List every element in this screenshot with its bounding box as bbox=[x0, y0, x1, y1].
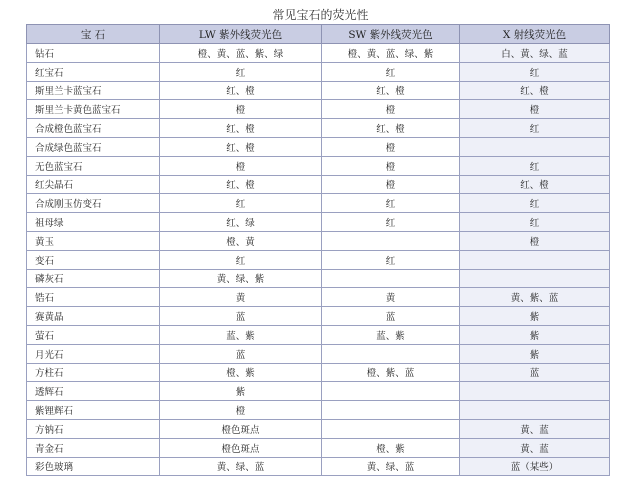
sw-cell: 蓝、紫 bbox=[322, 325, 460, 344]
lw-cell: 橙 bbox=[160, 156, 322, 175]
xray-cell: 红 bbox=[460, 119, 610, 138]
table-row bbox=[27, 269, 610, 288]
gem-name-cell: 变石 bbox=[27, 250, 160, 269]
lw-cell: 橙 bbox=[160, 100, 322, 119]
sw-cell bbox=[322, 231, 460, 250]
gem-name-cell: 彩色玻璃 bbox=[27, 457, 160, 476]
table-row bbox=[27, 44, 610, 63]
header-sw: SW 紫外线荧光色 bbox=[322, 25, 460, 44]
table-row bbox=[27, 81, 610, 100]
lw-cell: 红 bbox=[160, 194, 322, 213]
xray-cell: 白、黄、绿、蓝 bbox=[460, 44, 610, 63]
gem-name-cell: 青金石 bbox=[27, 438, 160, 457]
sw-cell: 橙、黄、蓝、绿、紫 bbox=[322, 44, 460, 63]
xray-cell: 黄、紫、蓝 bbox=[460, 288, 610, 307]
sw-cell: 红 bbox=[322, 250, 460, 269]
xray-cell bbox=[460, 250, 610, 269]
table-row bbox=[27, 363, 610, 382]
sw-cell: 橙 bbox=[322, 175, 460, 194]
gem-name-cell: 紫锂辉石 bbox=[27, 401, 160, 420]
xray-cell: 红 bbox=[460, 156, 610, 175]
table-row bbox=[27, 325, 610, 344]
header-gem: 宝 石 bbox=[27, 25, 160, 44]
xray-cell: 红、橙 bbox=[460, 175, 610, 194]
xray-cell bbox=[460, 137, 610, 156]
table-row bbox=[27, 419, 610, 438]
lw-cell: 橙、黄、蓝、紫、绿 bbox=[160, 44, 322, 63]
table-row bbox=[27, 175, 610, 194]
header-row bbox=[27, 25, 610, 44]
sw-cell: 蓝 bbox=[322, 307, 460, 326]
xray-cell bbox=[460, 382, 610, 401]
table-row bbox=[27, 250, 610, 269]
table-row bbox=[27, 213, 610, 232]
gem-name-cell: 磷灰石 bbox=[27, 269, 160, 288]
sw-cell bbox=[322, 344, 460, 363]
lw-cell: 橙、黄 bbox=[160, 231, 322, 250]
table-row bbox=[27, 137, 610, 156]
gem-name-cell: 钻石 bbox=[27, 44, 160, 63]
lw-cell: 黄 bbox=[160, 288, 322, 307]
table-row bbox=[27, 307, 610, 326]
gem-name-cell: 祖母绿 bbox=[27, 213, 160, 232]
sw-cell: 橙、紫、蓝 bbox=[322, 363, 460, 382]
gem-name-cell: 方柱石 bbox=[27, 363, 160, 382]
sw-cell: 橙 bbox=[322, 100, 460, 119]
table-row bbox=[27, 62, 610, 81]
lw-cell: 蓝、紫 bbox=[160, 325, 322, 344]
lw-cell: 橙色斑点 bbox=[160, 419, 322, 438]
sw-cell: 红、橙 bbox=[322, 119, 460, 138]
gem-name-cell: 红尖晶石 bbox=[27, 175, 160, 194]
gem-name-cell: 方钠石 bbox=[27, 419, 160, 438]
table-row bbox=[27, 457, 610, 476]
gem-name-cell: 合成绿色蓝宝石 bbox=[27, 137, 160, 156]
gem-name-cell: 合成刚玉仿变石 bbox=[27, 194, 160, 213]
xray-cell: 蓝 bbox=[460, 363, 610, 382]
sw-cell: 红 bbox=[322, 194, 460, 213]
gem-name-cell: 斯里兰卡黄色蓝宝石 bbox=[27, 100, 160, 119]
sw-cell: 橙 bbox=[322, 156, 460, 175]
table-row bbox=[27, 382, 610, 401]
xray-cell bbox=[460, 269, 610, 288]
gem-name-cell: 无色蓝宝石 bbox=[27, 156, 160, 175]
lw-cell: 橙、紫 bbox=[160, 363, 322, 382]
sw-cell: 黄、绿、蓝 bbox=[322, 457, 460, 476]
xray-cell bbox=[460, 401, 610, 420]
sw-cell bbox=[322, 269, 460, 288]
gem-name-cell: 赛黄晶 bbox=[27, 307, 160, 326]
xray-cell: 黄、蓝 bbox=[460, 438, 610, 457]
header-lw: LW 紫外线荧光色 bbox=[160, 25, 322, 44]
gem-name-cell: 透辉石 bbox=[27, 382, 160, 401]
xray-cell: 蓝（某些） bbox=[460, 457, 610, 476]
lw-cell: 红 bbox=[160, 62, 322, 81]
table-row bbox=[27, 119, 610, 138]
xray-cell: 紫 bbox=[460, 325, 610, 344]
gem-name-cell: 月光石 bbox=[27, 344, 160, 363]
lw-cell: 蓝 bbox=[160, 307, 322, 326]
lw-cell: 黄、绿、紫 bbox=[160, 269, 322, 288]
xray-cell: 橙 bbox=[460, 100, 610, 119]
xray-cell: 橙 bbox=[460, 231, 610, 250]
lw-cell: 橙色斑点 bbox=[160, 438, 322, 457]
sw-cell: 红 bbox=[322, 62, 460, 81]
fluorescence-table bbox=[26, 24, 610, 476]
table-row bbox=[27, 438, 610, 457]
sw-cell bbox=[322, 401, 460, 420]
gem-name-cell: 萤石 bbox=[27, 325, 160, 344]
sw-cell bbox=[322, 419, 460, 438]
lw-cell: 红、橙 bbox=[160, 175, 322, 194]
lw-cell: 紫 bbox=[160, 382, 322, 401]
sw-cell: 橙、紫 bbox=[322, 438, 460, 457]
table-row bbox=[27, 401, 610, 420]
sw-cell: 红、橙 bbox=[322, 81, 460, 100]
header-xray: X 射线荧光色 bbox=[460, 25, 610, 44]
lw-cell: 黄、绿、蓝 bbox=[160, 457, 322, 476]
lw-cell: 橙 bbox=[160, 401, 322, 420]
sw-cell: 橙 bbox=[322, 137, 460, 156]
xray-cell: 红、橙 bbox=[460, 81, 610, 100]
xray-cell: 红 bbox=[460, 194, 610, 213]
gem-name-cell: 锆石 bbox=[27, 288, 160, 307]
lw-cell: 蓝 bbox=[160, 344, 322, 363]
table-row bbox=[27, 231, 610, 250]
sw-cell bbox=[322, 382, 460, 401]
lw-cell: 红、橙 bbox=[160, 119, 322, 138]
lw-cell: 红、绿 bbox=[160, 213, 322, 232]
xray-cell: 红 bbox=[460, 62, 610, 81]
xray-cell: 红 bbox=[460, 213, 610, 232]
gem-name-cell: 红宝石 bbox=[27, 62, 160, 81]
gem-name-cell: 合成橙色蓝宝石 bbox=[27, 119, 160, 138]
xray-cell: 紫 bbox=[460, 344, 610, 363]
gem-name-cell: 黄玉 bbox=[27, 231, 160, 250]
sw-cell: 黄 bbox=[322, 288, 460, 307]
sw-cell: 红 bbox=[322, 213, 460, 232]
table-row bbox=[27, 156, 610, 175]
lw-cell: 红、橙 bbox=[160, 81, 322, 100]
gem-name-cell: 斯里兰卡蓝宝石 bbox=[27, 81, 160, 100]
table-row bbox=[27, 100, 610, 119]
xray-cell: 紫 bbox=[460, 307, 610, 326]
lw-cell: 红 bbox=[160, 250, 322, 269]
table-row bbox=[27, 344, 610, 363]
table-row bbox=[27, 288, 610, 307]
xray-cell: 黄、蓝 bbox=[460, 419, 610, 438]
table-row bbox=[27, 194, 610, 213]
lw-cell: 红、橙 bbox=[160, 137, 322, 156]
table-title: 常见宝石的荧光性 bbox=[272, 8, 369, 22]
